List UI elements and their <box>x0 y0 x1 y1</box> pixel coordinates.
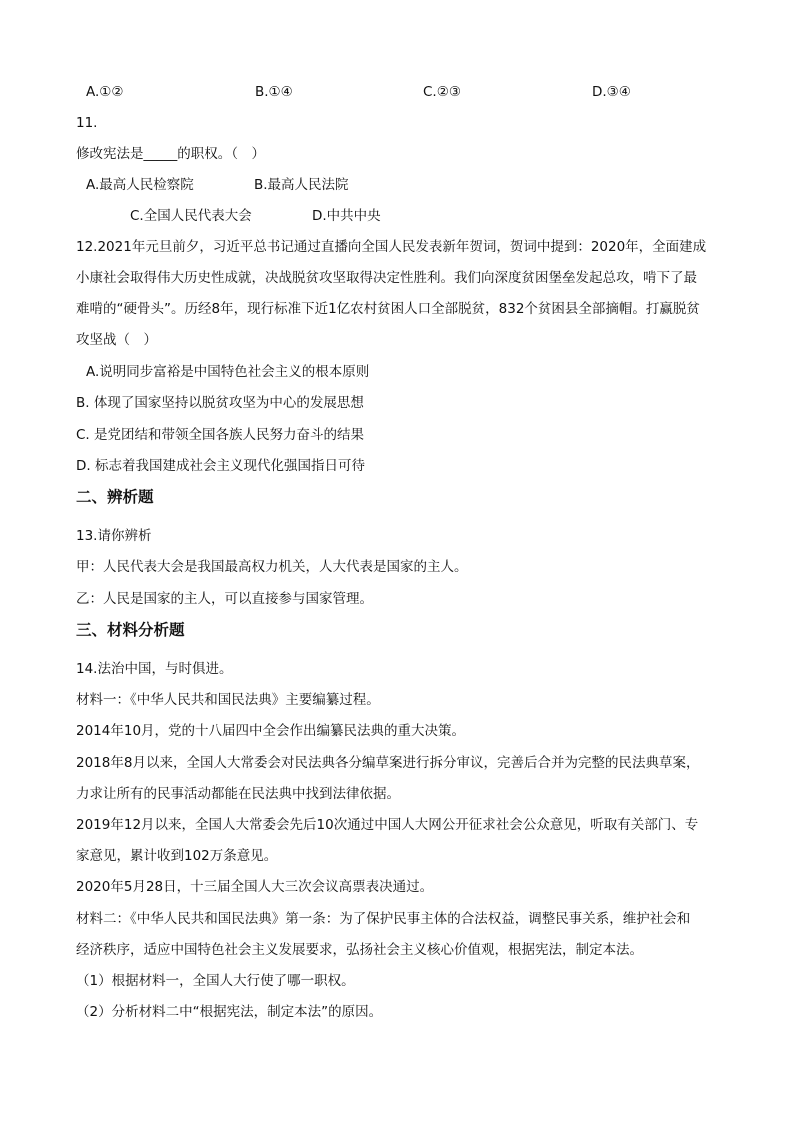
q11-option-b: B.最高人民法院 <box>254 177 349 193</box>
q12-option-c: C. 是党团结和带领全国各族人民努力奋斗的结果 <box>76 427 365 443</box>
q12-option-d: D. 标志着我国建成社会主义现代化强国指日可待 <box>76 458 365 474</box>
q13-statement-yi: 乙：人民是国家的主人，可以直接参与国家管理。 <box>76 591 373 607</box>
q11-option-c: C.全国人民代表大会 <box>130 208 252 224</box>
q12-stem-line: 小康社会取得伟大历史性成就，决战脱贫攻坚取得决定性胜利。我们向深度贫困堡垒发起总攻，啃下了最 <box>76 270 697 286</box>
q11-option-d: D.中共中央 <box>312 208 381 224</box>
q14-line: 材料一：《中华人民共和国民法典》主要编纂过程。 <box>76 692 380 708</box>
q12-option-a: A.说明同步富裕是中国特色社会主义的根本原则 <box>86 364 370 380</box>
q14-subquestion: （2）分析材料二中“根据宪法，制定本法”的原因。 <box>76 1004 383 1020</box>
q12-stem-line: 攻坚战（ ） <box>76 332 157 348</box>
q10-option-a: A.①② <box>86 84 124 100</box>
q14-line: 经济秩序，适应中国特色社会主义发展要求，弘扬社会主义核心价值观，根据宪法，制定本法。 <box>76 942 643 958</box>
q10-options <box>0 82 794 102</box>
q14-line: 14.法治中国，与时俱进。 <box>76 661 233 677</box>
q13-title: 13.请你辨析 <box>76 528 152 544</box>
q12-stem-line: 难啃的“硬骨头”。历经8年，现行标准下近1亿农村贫困人口全部脱贫，832个贫困县全部摘帽。打赢脱贫 <box>76 301 700 317</box>
q12-option-b: B. 体现了国家坚持以脱贫攻坚为中心的发展思想 <box>76 395 364 411</box>
q14-line: 2018年8月以来，全国人大常委会对民法典各分编草案进行拆分审议，完善后合并为完整的民法典草案， <box>76 755 700 771</box>
q11-number: 11. <box>76 115 98 131</box>
q14-line: 家意见，累计收到102万条意见。 <box>76 848 278 864</box>
q10-option-d: D.③④ <box>592 84 631 100</box>
section-heading-bianxi: 二、辨析题 <box>76 488 154 506</box>
q13-statement-jia: 甲：人民代表大会是我国最高权力机关，人大代表是国家的主人。 <box>76 559 468 575</box>
q14-line: 2019年12月以来，全国人大常委会先后10次通过中国人大网公开征求社会公众意见，听取有关部门、专 <box>76 817 699 833</box>
q11-option-a: A.最高人民检察院 <box>86 177 194 193</box>
q14-line: 材料二：《中华人民共和国民法典》第一条：为了保护民事主体的合法权益，调整民事关系，维护社会和 <box>76 911 691 927</box>
q11-stem: 修改宪法是_____的职权。（ ） <box>76 146 265 162</box>
q14-subquestion: （1）根据材料一，全国人大行使了哪一职权。 <box>76 973 355 989</box>
q10-option-b: B.①④ <box>255 84 293 100</box>
q14-line: 2014年10月，党的十八届四中全会作出编纂民法典的重大决策。 <box>76 723 466 739</box>
q12-stem-line: 12.2021年元旦前夕，习近平总书记通过直播向全国人民发表新年贺词，贺词中提到：2020年，全面建成 <box>76 239 707 255</box>
section-heading-cailiao: 三、材料分析题 <box>76 621 185 639</box>
q14-line: 2020年5月28日，十三届全国人大三次会议高票表决通过。 <box>76 879 434 895</box>
q14-line: 力求让所有的民事活动都能在民法典中找到法律依据。 <box>76 786 400 802</box>
q10-option-c: C.②③ <box>423 84 461 100</box>
